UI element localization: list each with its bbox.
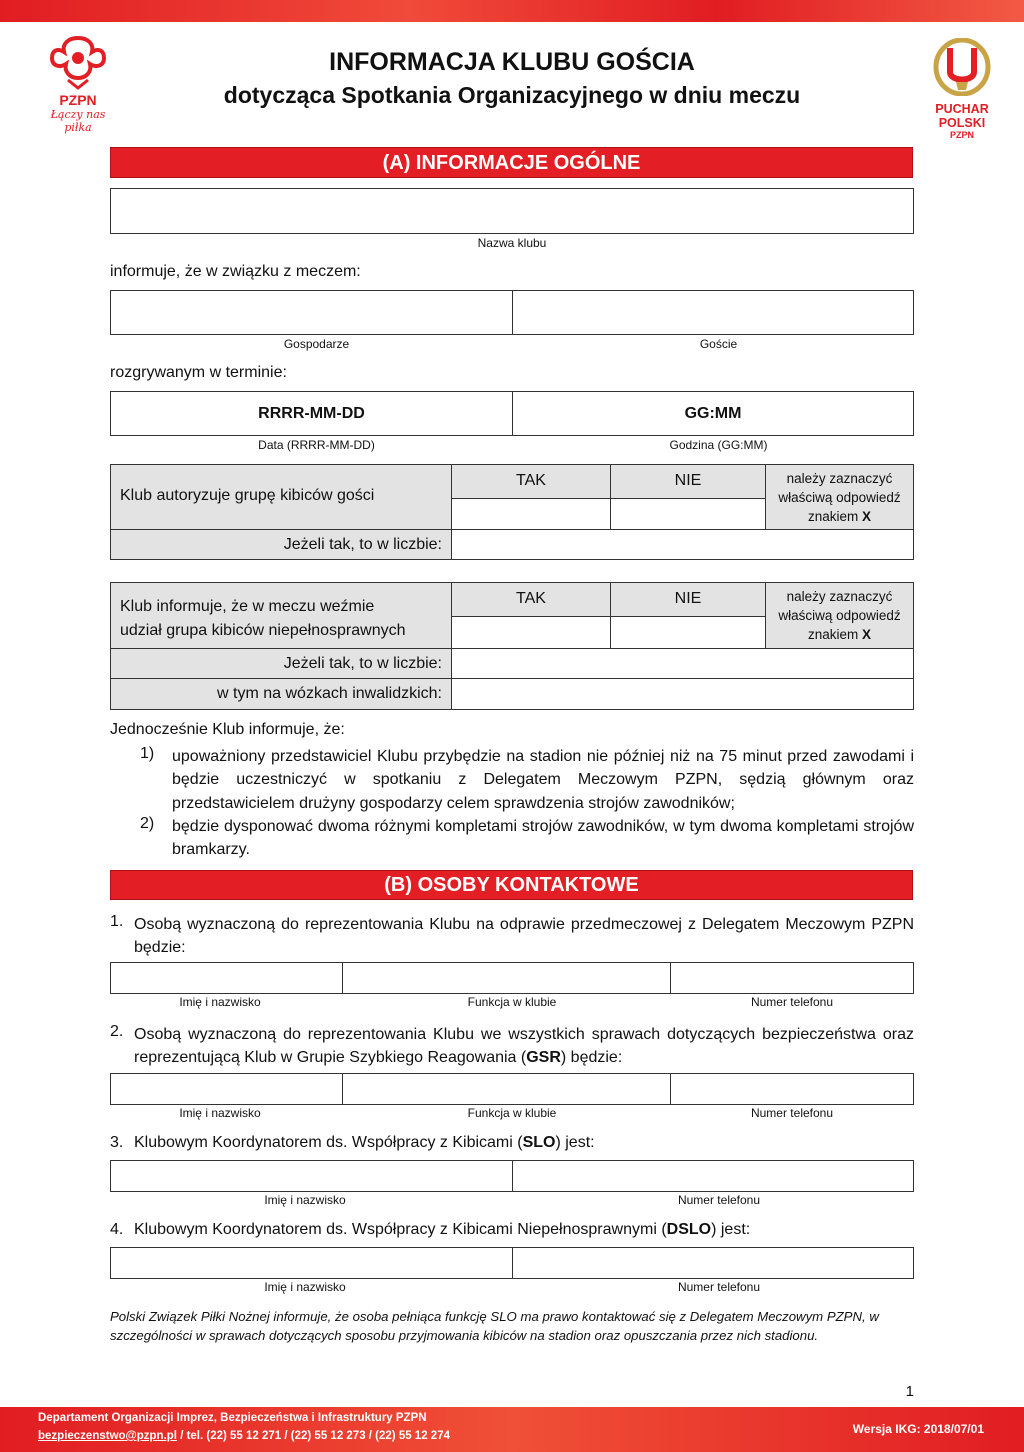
item2-name-caption: Imię i nazwisko xyxy=(179,1106,261,1120)
table2-yes-checkbox[interactable] xyxy=(451,616,611,649)
item3-name-field[interactable] xyxy=(110,1160,513,1192)
club-name-field[interactable] xyxy=(110,188,914,234)
section-a-header: (A) INFORMACJE OGÓLNE xyxy=(110,147,913,178)
pzpn-logo-slogan: Łączy nas piłka xyxy=(50,108,106,134)
item-4-number: 4. xyxy=(110,1221,124,1238)
footer-version: Wersja IKG: 2018/07/01 xyxy=(852,1422,984,1436)
slo-footnote: Polski Związek Piłki Nożnej informuje, że osoba pełniąca funkcję SLO ma prawo kontaktować się z Delegatem Meczowym PZPN, w szczególności w sprawach dotyczących sposobu przyjmowania kibiców na stadion oraz opuszczania przez nich stadionu. xyxy=(110,1309,879,1343)
time-value: GG:MM xyxy=(684,405,742,422)
item-1-number: 1. xyxy=(110,913,124,930)
disabled-fans-label-cell xyxy=(110,582,452,649)
puchar-polski-text: PUCHAR POLSKI xyxy=(935,102,989,130)
table2-note: należy zaznaczyć właściwą odpowiedź znakiem X xyxy=(778,589,901,642)
item2-name-field[interactable] xyxy=(110,1073,343,1105)
hosts-field[interactable] xyxy=(110,290,513,335)
date-caption: Data (RRRR-MM-DD) xyxy=(258,438,375,452)
point-2-number: 2) xyxy=(140,815,155,832)
item3-phone-field[interactable] xyxy=(512,1160,914,1192)
item-2-number: 2. xyxy=(110,1023,124,1040)
point-2-text: będzie dysponować dwoma różnymi kompletami strojów zawodników, w tym dwoma kompletami strojów bramkarzy. xyxy=(172,818,914,859)
item4-phone-caption: Numer telefonu xyxy=(677,1280,761,1294)
table2-no-checkbox[interactable] xyxy=(610,616,766,649)
date-field[interactable] xyxy=(110,391,513,436)
item1-function-field[interactable] xyxy=(342,962,671,994)
item1-name-field[interactable] xyxy=(110,962,343,994)
item-3-number: 3. xyxy=(110,1134,124,1151)
wheelchair-count-field[interactable] xyxy=(451,678,914,710)
disabled-fans-label: Klub informuje, że w meczu weźmie udział grupa kibiców niepełnosprawnych xyxy=(120,598,406,639)
time-field[interactable] xyxy=(512,391,914,436)
hosts-caption: Gospodarze xyxy=(283,337,350,351)
footer-band xyxy=(0,1407,1024,1452)
pzpn-logo-text: PZPN xyxy=(59,92,97,108)
item1-function-caption: Funkcja w klubie xyxy=(467,995,557,1009)
table1-yes-label: TAK xyxy=(516,472,546,489)
also-informs-text: Jednocześnie Klub informuje, że: xyxy=(110,721,345,738)
point-1-number: 1) xyxy=(140,745,155,762)
item1-phone-caption: Numer telefonu xyxy=(750,995,834,1009)
item-4-text: Klubowym Koordynatorem ds. Współpracy z Kibicami Niepełnosprawnymi (DSLO) jest: xyxy=(134,1221,751,1238)
item2-phone-caption: Numer telefonu xyxy=(750,1106,834,1120)
table1-note-cell xyxy=(765,464,914,530)
term-text: rozgrywanym w terminie: xyxy=(110,364,287,381)
item4-phone-field[interactable] xyxy=(512,1247,914,1279)
club-name-caption: Nazwa klubu xyxy=(477,236,547,250)
away-fans-label: Klub autoryzuje grupę kibiców gości xyxy=(120,487,375,504)
table1-count-label-cell xyxy=(110,529,452,560)
wheelchair-label-cell xyxy=(110,678,452,710)
table2-note-cell xyxy=(765,582,914,649)
table1-no-header xyxy=(610,464,766,499)
section-b-header: (B) OSOBY KONTAKTOWE xyxy=(110,870,913,900)
footer-contact xyxy=(38,1430,450,1442)
page-title: INFORMACJA KLUBU GOŚCIA xyxy=(329,48,695,76)
top-decorative-band xyxy=(0,0,1024,22)
puchar-polski-sub: PZPN xyxy=(949,130,974,140)
item-3-text: Klubowym Koordynatorem ds. Współpracy z Kibicami (SLO) jest: xyxy=(134,1134,595,1151)
table2-no-label: NIE xyxy=(674,590,702,607)
away-fans-label-cell xyxy=(110,464,452,530)
footer-department: Departament Organizacji Imprez, Bezpieczeństwa i Infrastruktury PZPN xyxy=(38,1412,427,1424)
item4-name-field[interactable] xyxy=(110,1247,513,1279)
table2-count-field[interactable] xyxy=(451,648,914,679)
table1-count-field[interactable] xyxy=(451,529,914,560)
item4-name-caption: Imię i nazwisko xyxy=(264,1280,346,1294)
item3-name-caption: Imię i nazwisko xyxy=(264,1193,346,1207)
table2-count-label-cell xyxy=(110,648,452,679)
table1-no-checkbox[interactable] xyxy=(610,498,766,530)
date-value: RRRR-MM-DD xyxy=(258,405,365,422)
table2-no-header xyxy=(610,582,766,617)
item1-phone-field[interactable] xyxy=(670,962,914,994)
point-1-text: upoważniony przedstawiciel Klubu przybędzie na stadion nie później niż na 75 minut przed zawodami i będzie uczestniczyć w spotkaniu z Delegatem Meczowym PZPN, sędzią głównym oraz przedstawicielem drużyny gospodarzy celem sprawdzenia strojów zawodników; xyxy=(172,748,914,812)
table1-no-label: NIE xyxy=(674,472,702,489)
table2-count-label: Jeżeli tak, to w liczbie: xyxy=(283,655,442,672)
footer-phones: / tel. (22) 55 12 271 / (22) 55 12 273 / (22) 55 12 274 xyxy=(177,1430,450,1442)
item2-function-caption: Funkcja w klubie xyxy=(467,1106,557,1120)
wheelchair-label: w tym na wózkach inwalidzkich: xyxy=(217,685,442,702)
item3-phone-caption: Numer telefonu xyxy=(677,1193,761,1207)
table2-yes-label: TAK xyxy=(516,590,546,607)
item2-function-field[interactable] xyxy=(342,1073,671,1105)
table1-note: należy zaznaczyć właściwą odpowiedź znakiem X xyxy=(778,471,901,524)
item-2-text: Osobą wyznaczoną do reprezentowania Klubu we wszystkich sprawach dotyczących bezpieczeństwa oraz reprezentującą Klub w Grupie Szybkiego Reagowania (GSR) będzie: xyxy=(134,1026,914,1067)
item2-phone-field[interactable] xyxy=(670,1073,914,1105)
page-number: 1 xyxy=(905,1383,914,1400)
table1-yes-header xyxy=(451,464,611,499)
item1-name-caption: Imię i nazwisko xyxy=(179,995,261,1009)
table1-yes-checkbox[interactable] xyxy=(451,498,611,530)
table1-count-label: Jeżeli tak, to w liczbie: xyxy=(283,536,442,553)
item-1-text: Osobą wyznaczoną do reprezentowania Klubu na odprawie przedmeczowej z Delegatem Meczowym PZPN będzie: xyxy=(134,916,914,957)
guests-field[interactable] xyxy=(512,290,914,335)
guests-caption: Goście xyxy=(699,337,738,351)
time-caption: Godzina (GG:MM) xyxy=(669,438,768,452)
page-subtitle: dotycząca Spotkania Organizacyjnego w dniu meczu xyxy=(223,82,801,108)
informs-text: informuje, że w związku z meczem: xyxy=(110,263,361,280)
footer-email-link[interactable]: bezpieczenstwo@pzpn.pl xyxy=(38,1430,177,1442)
table2-yes-header xyxy=(451,582,611,617)
